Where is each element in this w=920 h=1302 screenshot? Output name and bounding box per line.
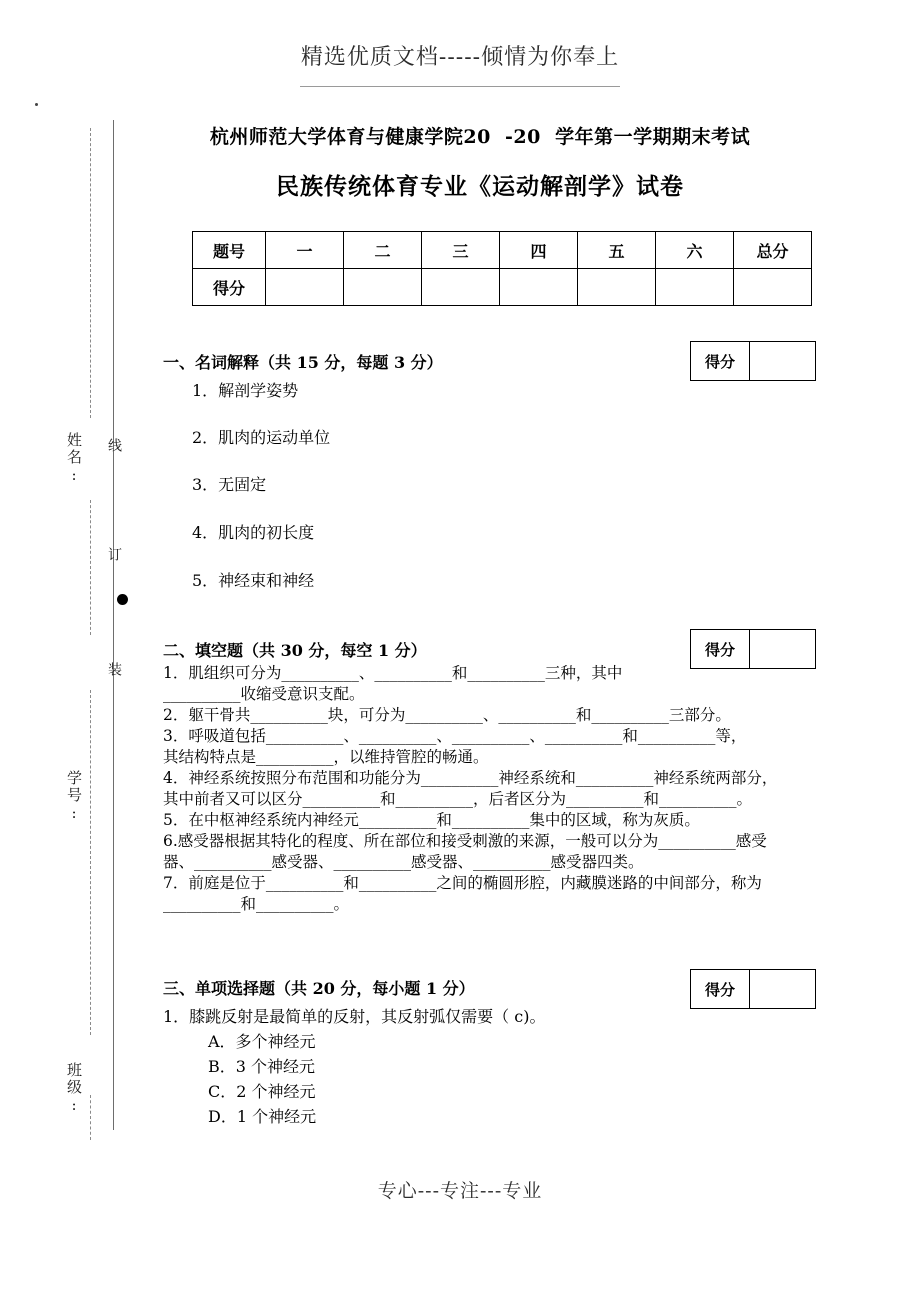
score-box-label: 得分 [691,630,750,668]
table-cell: 六 [656,232,734,269]
score-summary-table [192,231,812,306]
score-box-input-area[interactable] [750,630,815,668]
fill-line-1a: 1．肌组织可分为__________、__________和__________三种，其中 [163,664,623,682]
binding-dashed-line-segment [90,1095,91,1140]
fill-line-7b: __________和__________。 [163,895,350,913]
binding-dashed-line-segment [90,690,91,1035]
score-entry-cell[interactable] [578,269,656,306]
binding-dashed-line-segment [90,128,91,418]
term-item-1: 1．解剖学姿势 [192,381,299,400]
score-box-input-area[interactable] [750,970,815,1008]
table-row [193,232,812,269]
seal-label-xian: 线 [106,438,122,454]
score-box-label: 得分 [691,970,750,1008]
section-3-heading: 三、单项选择题（共 20 分，每小题 1 分） [163,979,475,998]
seal-label-ding: 订 [106,547,122,563]
table-cell: 题号 [193,232,266,269]
score-entry-cell[interactable] [500,269,578,306]
table-cell: 总分 [734,232,812,269]
top-divider-rule [300,86,620,87]
score-entry-cell[interactable] [344,269,422,306]
table-cell: 五 [578,232,656,269]
table-row [193,269,812,306]
margin-label-name: 姓名: [65,432,83,486]
choice-option-a[interactable]: A．多个神经元 [208,1032,316,1051]
binding-solid-line [113,120,114,1130]
section-2-heading: 二、填空题（共 30 分，每空 1 分） [163,641,427,660]
term-item-4: 4．肌肉的初长度 [192,523,315,542]
choice-option-d[interactable]: D．1 个神经元 [208,1107,317,1126]
table-cell: 一 [266,232,344,269]
term-item-3: 3．无固定 [192,475,267,494]
choice-question-1: 1．膝跳反射是最简单的反射，其反射弧仅需要（ c)。 [163,1007,546,1026]
fill-line-6b: 器、__________感受器、__________感受器、__________感受器四类。 [163,853,644,871]
choice-option-c[interactable]: C．2 个神经元 [208,1082,316,1101]
score-box-section-3 [690,969,816,1009]
table-cell: 二 [344,232,422,269]
binding-bullet-dot [117,594,128,605]
term-item-2: 2．肌肉的运动单位 [192,428,331,447]
margin-label-class: 班级: [65,1062,83,1116]
footer-watermark-text: 专心---专注---专业 [377,1180,543,1202]
score-box-section-1 [690,341,816,381]
fill-line-5: 5．在中枢神经系统内神经元__________和__________集中的区域，称为灰质。 [163,811,700,829]
score-entry-cell[interactable] [656,269,734,306]
fill-line-3b: 其结构特点是__________，以维持管腔的畅通。 [163,748,489,766]
score-entry-cell[interactable] [266,269,344,306]
fill-line-6a: 6.感受器根据其特化的程度、所在部位和接受刺激的来源，一般可以分为__________感受 [163,832,767,850]
fill-line-1b: __________收缩受意识支配。 [163,685,365,703]
fill-line-3a: 3．呼吸道包括__________、__________、__________、__________和__________等， [163,727,747,745]
term-item-5: 5．神经束和神经 [192,571,315,590]
margin-label-student-id: 学号: [65,770,83,824]
choice-option-b[interactable]: B．3 个神经元 [208,1057,316,1076]
fill-line-7a: 7．前庭是位于__________和__________之间的椭圆形腔，内藏膜迷路的中间部分，称为 [163,874,762,892]
section-1-heading: 一、名词解释（共 15 分，每题 3 分） [163,353,443,372]
exam-header-line: 杭州师范大学体育与健康学院20 -20 学年第一学期期末考试 [209,126,751,148]
fill-line-4b: 其中前者又可以区分__________和__________，后者区分为__________和__________。 [163,790,753,808]
fill-line-2: 2．躯干骨共__________块，可分为__________、__________和__________三部分。 [163,706,731,724]
table-cell: 三 [422,232,500,269]
score-entry-cell[interactable] [734,269,812,306]
score-box-section-2 [690,629,816,669]
table-cell: 四 [500,232,578,269]
binding-dashed-line-segment [90,500,91,635]
seal-label-zhuang: 装 [106,662,122,678]
score-entry-cell[interactable] [422,269,500,306]
score-box-label: 得分 [691,342,750,380]
table-cell: 得分 [193,269,266,306]
page-title: 民族传统体育专业《运动解剖学》试卷 [276,173,684,200]
score-box-input-area[interactable] [750,342,815,380]
fill-line-4a: 4．神经系统按照分布范围和功能分为__________神经系统和__________神经系统两部分， [163,769,778,787]
margin-marker-dot [35,103,38,106]
top-watermark-text: 精选优质文档-----倾情为你奉上 [300,45,620,70]
